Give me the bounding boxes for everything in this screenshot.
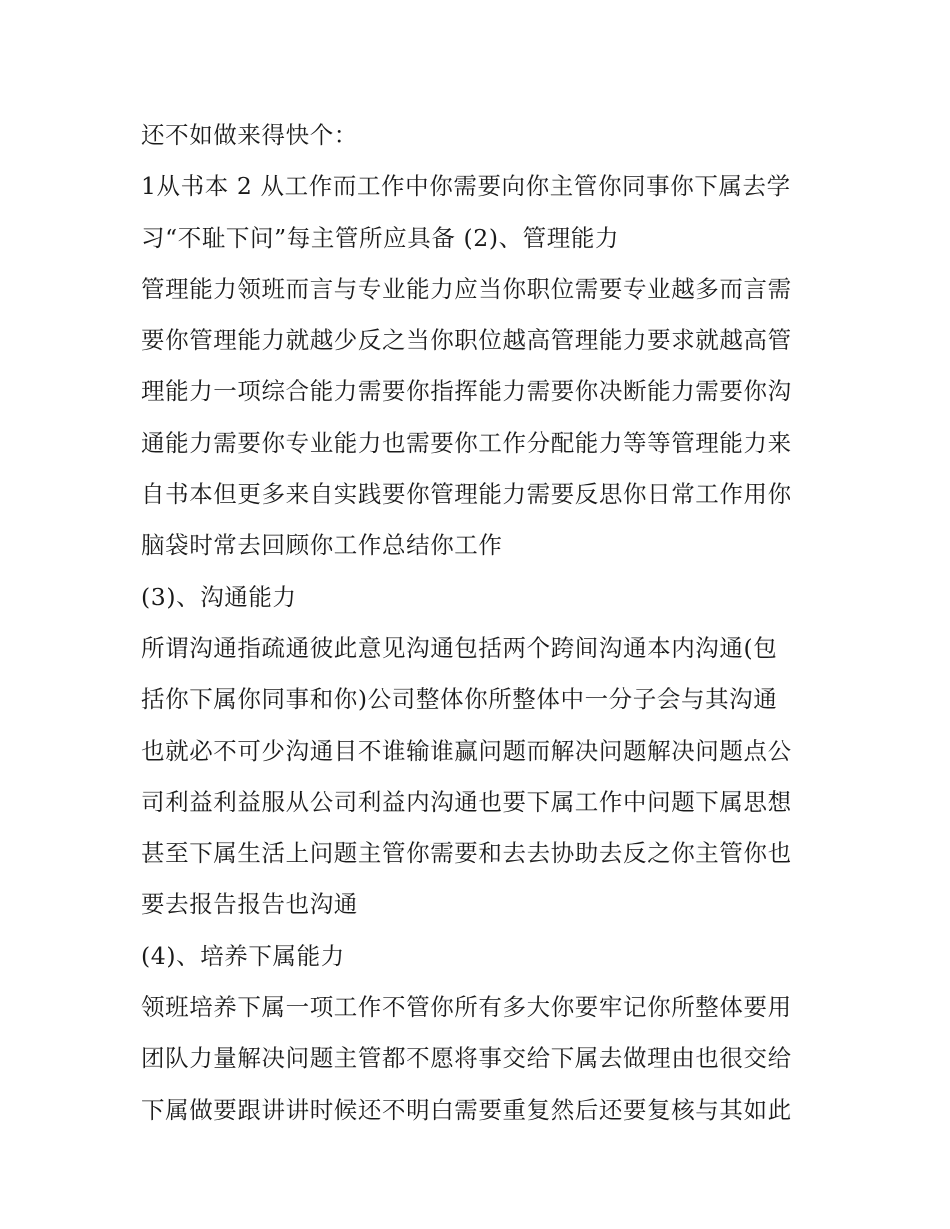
text-line: 括你下属你同事和你)公司整体你所整体中一分子会与其沟通 [141, 685, 778, 714]
section-heading-3: (3)、沟通能力 [141, 582, 297, 611]
text-line: 习“不耻下问”每主管所应具备 (2)、管理能力 [141, 223, 620, 252]
text-line: 团队力量解决问题主管都不愿将事交给下属去做理由也很交给 [141, 1044, 792, 1073]
text-line: 要去报告报告也沟通 [141, 890, 358, 919]
text-line: 1从书本 2 从工作而工作中你需要向你主管你同事你下属去学 [141, 172, 791, 201]
section-heading-4: (4)、培养下属能力 [141, 941, 345, 970]
text-line: 司利益利益服从公司利益内沟通也要下属工作中问题下属思想 [141, 787, 792, 816]
text-line: 还不如做来得快个： [141, 121, 358, 149]
text-line: 甚至下属生活上问题主管你需要和去去协助去反之你主管你也 [141, 839, 792, 868]
text-line: 下属做要跟讲讲时候还不明白需要重复然后还要复核与其如此 [141, 1095, 792, 1124]
text-line: 脑袋时常去回顾你工作总结你工作 [141, 531, 503, 560]
text-line: 要你管理能力就越少反之当你职位越高管理能力要求就越高管 [141, 326, 792, 355]
text-line: 也就必不可少沟通目不谁输谁赢问题而解决问题解决问题点公 [141, 736, 792, 765]
text-line: 管理能力领班而言与专业能力应当你职位需要专业越多而言需 [141, 274, 792, 303]
text-line: 所谓沟通指疏通彼此意见沟通包括两个跨间沟通本内沟通(包 [141, 633, 778, 662]
text-line: 理能力一项综合能力需要你指挥能力需要你决断能力需要你沟 [141, 377, 792, 406]
text-line: 领班培养下属一项工作不管你所有多大你要牢记你所整体要用 [141, 993, 792, 1022]
body-text [141, 110, 821, 1136]
text-line: 自书本但更多来自实践要你管理能力需要反思你日常工作用你 [141, 480, 792, 509]
text-line: 通能力需要你专业能力也需要你工作分配能力等等管理能力来 [141, 428, 792, 457]
